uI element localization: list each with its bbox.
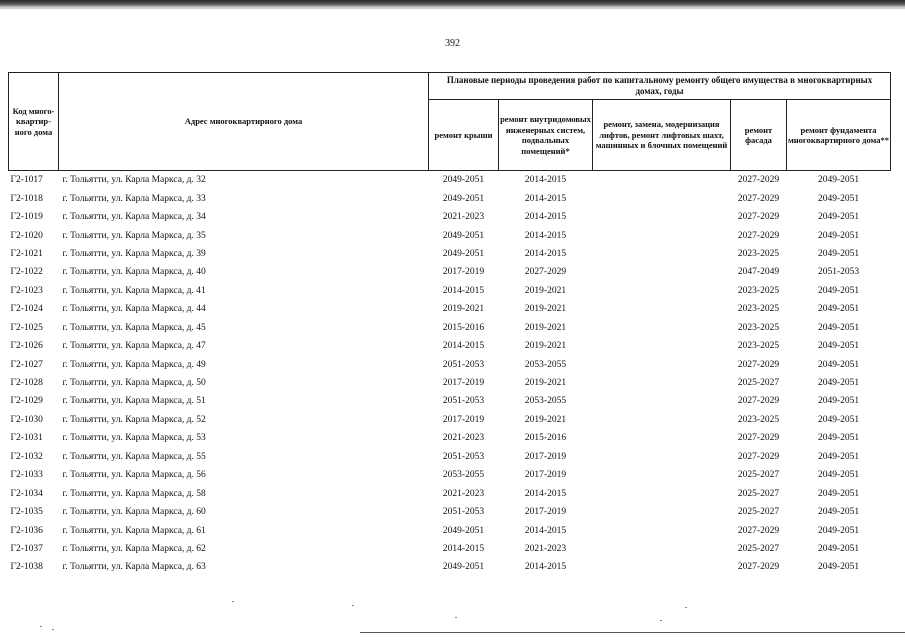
cell-address: г. Тольятти, ул. Карла Маркса, д. 45 [62, 322, 206, 333]
header-code: Код много-квартир-ного дома [9, 73, 59, 171]
cell-code: Г2-1029 [10, 396, 43, 407]
cell-elevators [593, 392, 731, 410]
cell-roof: 2014-2015 [442, 543, 485, 554]
cell-roof: 2051-2053 [442, 359, 485, 370]
cell-elevators [593, 558, 731, 576]
cell-facade: 2027-2029 [737, 396, 780, 407]
cell-facade: 2027-2029 [737, 525, 780, 536]
cell-foundation: 2049-2051 [817, 304, 860, 315]
cell-address: г. Тольятти, ул. Карла Маркса, д. 58 [62, 488, 206, 499]
header-facade: ремонт фасада [731, 100, 787, 171]
table-row [9, 429, 891, 447]
cell-address: г. Тольятти, ул. Карла Маркса, д. 39 [62, 248, 206, 259]
cell-facade: 2027-2029 [737, 175, 780, 186]
cell-engineering: 2019-2021 [524, 285, 567, 296]
table-row [9, 355, 891, 373]
scan-speck [685, 607, 687, 608]
cell-elevators [593, 300, 731, 318]
cell-roof: 2021-2023 [442, 433, 485, 444]
cell-roof: 2053-2055 [442, 470, 485, 481]
capital-repair-table [8, 72, 891, 577]
cell-foundation: 2049-2051 [817, 507, 860, 518]
cell-roof: 2014-2015 [442, 285, 485, 296]
cell-foundation: 2049-2051 [817, 414, 860, 425]
cell-elevators [593, 319, 731, 337]
cell-foundation: 2049-2051 [817, 562, 860, 573]
cell-facade: 2023-2025 [737, 248, 780, 259]
cell-engineering: 2014-2015 [524, 193, 567, 204]
cell-facade: 2027-2029 [737, 451, 780, 462]
cell-roof: 2051-2053 [442, 451, 485, 462]
table-header [9, 73, 891, 171]
cell-facade: 2025-2027 [737, 507, 780, 518]
cell-engineering: 2053-2055 [524, 396, 567, 407]
cell-engineering: 2027-2029 [524, 267, 567, 278]
cell-roof: 2049-2051 [442, 248, 485, 259]
cell-address: г. Тольятти, ул. Карла Маркса, д. 63 [62, 562, 206, 573]
cell-code: Г2-1031 [10, 433, 43, 444]
table-body [9, 171, 891, 577]
cell-elevators [593, 282, 731, 300]
cell-roof: 2049-2051 [442, 175, 485, 186]
cell-elevators [593, 189, 731, 207]
scan-speck [352, 605, 354, 606]
cell-foundation: 2049-2051 [817, 470, 860, 481]
cell-elevators [593, 448, 731, 466]
cell-code: Г2-1017 [10, 175, 43, 186]
cell-address: г. Тольятти, ул. Карла Маркса, д. 60 [62, 507, 206, 518]
scan-bottom-line [360, 632, 905, 633]
cell-foundation: 2049-2051 [817, 396, 860, 407]
cell-roof: 2051-2053 [442, 396, 485, 407]
table-row [9, 392, 891, 410]
cell-roof: 2015-2016 [442, 322, 485, 333]
cell-foundation: 2049-2051 [817, 212, 860, 223]
scan-speck [52, 629, 54, 630]
cell-roof: 2051-2053 [442, 507, 485, 518]
table-row [9, 263, 891, 281]
cell-code: Г2-1027 [10, 359, 43, 370]
cell-address: г. Тольятти, ул. Карла Маркса, д. 51 [62, 396, 206, 407]
cell-code: Г2-1026 [10, 341, 43, 352]
cell-engineering: 2017-2019 [524, 451, 567, 462]
cell-facade: 2027-2029 [737, 230, 780, 241]
table-row [9, 540, 891, 558]
cell-foundation: 2049-2051 [817, 433, 860, 444]
table-row [9, 466, 891, 484]
cell-address: г. Тольятти, ул. Карла Маркса, д. 41 [62, 285, 206, 296]
cell-foundation: 2049-2051 [817, 488, 860, 499]
cell-roof: 2049-2051 [442, 525, 485, 536]
cell-code: Г2-1028 [10, 378, 43, 389]
table-row [9, 521, 891, 539]
cell-engineering: 2053-2055 [524, 359, 567, 370]
cell-engineering: 2019-2021 [524, 378, 567, 389]
cell-code: Г2-1033 [10, 470, 43, 481]
cell-code: Г2-1021 [10, 248, 43, 259]
header-engineering: ремонт внутридомовых инженерных систем, подвальных помещений* [499, 100, 593, 171]
cell-facade: 2027-2029 [737, 433, 780, 444]
cell-roof: 2017-2019 [442, 267, 485, 278]
cell-code: Г2-1038 [10, 562, 43, 573]
cell-address: г. Тольятти, ул. Карла Маркса, д. 62 [62, 543, 206, 554]
cell-foundation: 2049-2051 [817, 378, 860, 389]
table-row [9, 189, 891, 207]
cell-facade: 2047-2049 [737, 267, 780, 278]
table-row [9, 337, 891, 355]
cell-elevators [593, 171, 731, 190]
cell-roof: 2019-2021 [442, 304, 485, 315]
cell-code: Г2-1037 [10, 543, 43, 554]
cell-roof: 2049-2051 [442, 193, 485, 204]
cell-engineering: 2014-2015 [524, 230, 567, 241]
cell-elevators [593, 208, 731, 226]
cell-engineering: 2015-2016 [524, 433, 567, 444]
page-number: 392 [445, 38, 460, 49]
table-row [9, 282, 891, 300]
table-row [9, 374, 891, 392]
cell-elevators [593, 245, 731, 263]
cell-code: Г2-1023 [10, 285, 43, 296]
cell-engineering: 2014-2015 [524, 175, 567, 186]
cell-engineering: 2014-2015 [524, 488, 567, 499]
cell-address: г. Тольятти, ул. Карла Маркса, д. 47 [62, 341, 206, 352]
cell-foundation: 2049-2051 [817, 359, 860, 370]
cell-address: г. Тольятти, ул. Карла Маркса, д. 40 [62, 267, 206, 278]
table-row [9, 319, 891, 337]
cell-engineering: 2014-2015 [524, 212, 567, 223]
cell-foundation: 2049-2051 [817, 230, 860, 241]
cell-roof: 2049-2051 [442, 230, 485, 241]
cell-code: Г2-1030 [10, 414, 43, 425]
cell-elevators [593, 466, 731, 484]
cell-foundation: 2049-2051 [817, 193, 860, 204]
cell-engineering: 2019-2021 [524, 414, 567, 425]
header-work-periods: Плановые периоды проведения работ по капитальному ремонту общего имущества в многоквартирных домах, годы [429, 73, 891, 100]
cell-roof: 2049-2051 [442, 562, 485, 573]
cell-roof: 2021-2023 [442, 212, 485, 223]
cell-code: Г2-1032 [10, 451, 43, 462]
cell-roof: 2017-2019 [442, 414, 485, 425]
cell-code: Г2-1036 [10, 525, 43, 536]
cell-elevators [593, 263, 731, 281]
cell-foundation: 2049-2051 [817, 525, 860, 536]
cell-foundation: 2049-2051 [817, 543, 860, 554]
cell-elevators [593, 226, 731, 244]
scan-edge-artifact-light [0, 7, 905, 9]
table-row [9, 411, 891, 429]
table-row [9, 503, 891, 521]
cell-facade: 2025-2027 [737, 470, 780, 481]
cell-engineering: 2014-2015 [524, 525, 567, 536]
cell-engineering: 2019-2021 [524, 304, 567, 315]
cell-facade: 2023-2025 [737, 322, 780, 333]
cell-code: Г2-1034 [10, 488, 43, 499]
cell-engineering: 2021-2023 [524, 543, 567, 554]
scan-speck [660, 620, 662, 621]
cell-facade: 2027-2029 [737, 359, 780, 370]
cell-elevators [593, 503, 731, 521]
cell-address: г. Тольятти, ул. Карла Маркса, д. 34 [62, 212, 206, 223]
header-address: Адрес многоквартирного дома [59, 73, 429, 171]
scan-speck [40, 626, 42, 627]
cell-facade: 2023-2025 [737, 414, 780, 425]
cell-elevators [593, 429, 731, 447]
cell-foundation: 2051-2053 [817, 267, 860, 278]
cell-elevators [593, 521, 731, 539]
table-row [9, 208, 891, 226]
cell-address: г. Тольятти, ул. Карла Маркса, д. 32 [62, 175, 206, 186]
cell-facade: 2027-2029 [737, 193, 780, 204]
cell-elevators [593, 540, 731, 558]
cell-engineering: 2014-2015 [524, 562, 567, 573]
cell-code: Г2-1022 [10, 267, 43, 278]
cell-code: Г2-1018 [10, 193, 43, 204]
cell-foundation: 2049-2051 [817, 322, 860, 333]
cell-code: Г2-1020 [10, 230, 43, 241]
cell-facade: 2023-2025 [737, 304, 780, 315]
cell-facade: 2023-2025 [737, 341, 780, 352]
header-roof: ремонт крыши [429, 100, 499, 171]
header-elevators: ремонт, замена, модернизация лифтов, ремонт лифтовых шахт, машинных и блочных помещений [593, 100, 731, 171]
cell-foundation: 2049-2051 [817, 341, 860, 352]
table-row [9, 558, 891, 576]
cell-address: г. Тольятти, ул. Карла Маркса, д. 55 [62, 451, 206, 462]
cell-address: г. Тольятти, ул. Карла Маркса, д. 56 [62, 470, 206, 481]
cell-foundation: 2049-2051 [817, 175, 860, 186]
cell-roof: 2014-2015 [442, 341, 485, 352]
cell-foundation: 2049-2051 [817, 451, 860, 462]
cell-address: г. Тольятти, ул. Карла Маркса, д. 52 [62, 414, 206, 425]
scan-speck [232, 601, 234, 602]
header-foundation: ремонт фундамента многоквартирного дома** [787, 100, 891, 171]
cell-engineering: 2017-2019 [524, 507, 567, 518]
table-row [9, 226, 891, 244]
cell-roof: 2021-2023 [442, 488, 485, 499]
scan-speck [455, 617, 457, 618]
cell-address: г. Тольятти, ул. Карла Маркса, д. 61 [62, 525, 206, 536]
cell-elevators [593, 411, 731, 429]
cell-foundation: 2049-2051 [817, 248, 860, 259]
cell-facade: 2025-2027 [737, 488, 780, 499]
table-row [9, 484, 891, 502]
cell-elevators [593, 484, 731, 502]
cell-engineering: 2019-2021 [524, 322, 567, 333]
cell-code: Г2-1024 [10, 304, 43, 315]
cell-address: г. Тольятти, ул. Карла Маркса, д. 33 [62, 193, 206, 204]
cell-address: г. Тольятти, ул. Карла Маркса, д. 49 [62, 359, 206, 370]
cell-address: г. Тольятти, ул. Карла Маркса, д. 50 [62, 378, 206, 389]
cell-engineering: 2019-2021 [524, 341, 567, 352]
cell-code: Г2-1035 [10, 507, 43, 518]
cell-elevators [593, 355, 731, 373]
scan-edge-artifact [0, 0, 905, 7]
cell-facade: 2027-2029 [737, 562, 780, 573]
cell-facade: 2025-2027 [737, 378, 780, 389]
cell-address: г. Тольятти, ул. Карла Маркса, д. 44 [62, 304, 206, 315]
table-row [9, 300, 891, 318]
cell-code: Г2-1025 [10, 322, 43, 333]
cell-facade: 2023-2025 [737, 285, 780, 296]
table-row [9, 245, 891, 263]
cell-engineering: 2014-2015 [524, 248, 567, 259]
cell-code: Г2-1019 [10, 212, 43, 223]
cell-address: г. Тольятти, ул. Карла Маркса, д. 35 [62, 230, 206, 241]
cell-facade: 2025-2027 [737, 543, 780, 554]
cell-engineering: 2017-2019 [524, 470, 567, 481]
table-row [9, 171, 891, 190]
cell-elevators [593, 374, 731, 392]
cell-facade: 2027-2029 [737, 212, 780, 223]
cell-elevators [593, 337, 731, 355]
cell-roof: 2017-2019 [442, 378, 485, 389]
cell-foundation: 2049-2051 [817, 285, 860, 296]
cell-address: г. Тольятти, ул. Карла Маркса, д. 53 [62, 433, 206, 444]
table-row [9, 448, 891, 466]
